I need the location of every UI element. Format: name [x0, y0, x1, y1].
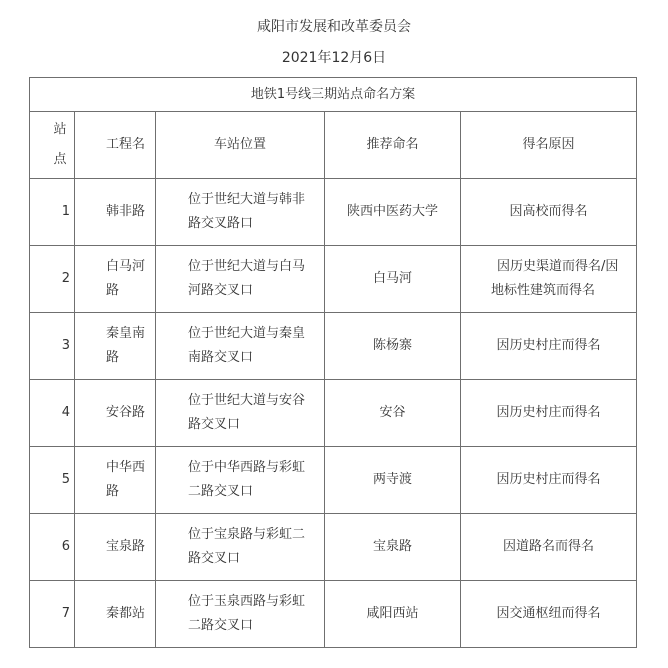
- cell-no: 6: [30, 514, 75, 581]
- cell-location: [156, 581, 325, 648]
- cell-location-line1: 位于中华西路与彩虹: [188, 460, 306, 475]
- table-row: [30, 313, 637, 380]
- cell-name-line2: 路: [106, 283, 120, 298]
- cell-recommended: 两寺渡: [325, 447, 461, 514]
- cell-recommended: 宝泉路: [325, 514, 461, 581]
- cell-location: [156, 447, 325, 514]
- table-row: [30, 514, 637, 581]
- cell-recommended: 陕西中医药大学: [325, 179, 461, 246]
- cell-location-line1: 位于宝泉路与彩虹二: [188, 527, 306, 542]
- cell-name: [75, 581, 156, 648]
- cell-recommended: 陈杨寨: [325, 313, 461, 380]
- table-row: [30, 581, 637, 648]
- cell-reason: 因道路名而得名: [461, 514, 637, 581]
- cell-no: 2: [30, 246, 75, 313]
- cell-recommended: 安谷: [325, 380, 461, 447]
- document-org-title: 咸阳市发展和改革委员会: [257, 19, 411, 35]
- cell-reason: 因历史村庄而得名: [461, 313, 637, 380]
- cell-no: 5: [30, 447, 75, 514]
- cell-reason: 因历史村庄而得名: [461, 380, 637, 447]
- cell-location: [156, 246, 325, 313]
- cell-location-line2: 二路交叉口: [188, 618, 254, 633]
- cell-name-line1: 秦都站: [106, 606, 146, 621]
- cell-no: 4: [30, 380, 75, 447]
- cell-reason: 因交通枢纽而得名: [461, 581, 637, 648]
- cell-name-line1: 韩非路: [106, 204, 146, 219]
- cell-location-line2: 路交叉口: [188, 551, 241, 566]
- cell-name: [75, 313, 156, 380]
- table-title: 地铁1号线三期站点命名方案: [30, 78, 637, 112]
- column-header-reason: 得名原因: [461, 112, 637, 179]
- cell-name-line1: 安谷路: [106, 405, 146, 420]
- cell-location-line2: 路交叉口: [188, 417, 241, 432]
- cell-location-line1: 位于玉泉西路与彩虹: [188, 594, 306, 609]
- cell-location: [156, 514, 325, 581]
- cell-location-line1: 位于世纪大道与安谷: [188, 393, 306, 408]
- cell-name-line1: 中华西: [106, 460, 146, 475]
- cell-name-line2: 路: [106, 350, 120, 365]
- cell-location-line2: 二路交叉口: [188, 484, 254, 499]
- cell-recommended: 咸阳西站: [325, 581, 461, 648]
- cell-name-line1: 白马河: [106, 259, 146, 274]
- cell-name: [75, 246, 156, 313]
- cell-reason: [461, 246, 637, 313]
- cell-name-line1: 秦皇南: [106, 326, 146, 341]
- cell-no: 1: [30, 179, 75, 246]
- cell-location-line2: 南路交叉口: [188, 350, 254, 365]
- column-header-no-line1: 站: [53, 122, 67, 137]
- cell-location-line1: 位于世纪大道与白马: [188, 259, 306, 274]
- cell-name: [75, 514, 156, 581]
- table-row: [30, 246, 637, 313]
- station-naming-table: [29, 77, 637, 648]
- cell-location-line2: 河路交叉口: [188, 283, 254, 298]
- table-row: [30, 179, 637, 246]
- cell-name-line2: 路: [106, 484, 120, 499]
- cell-location: [156, 380, 325, 447]
- column-header-no-line2: 点: [53, 152, 67, 167]
- document-date: 2021年12月6日: [281, 50, 387, 66]
- cell-location-line1: 位于世纪大道与秦皇: [188, 326, 306, 341]
- cell-reason: 因高校而得名: [461, 179, 637, 246]
- column-header-project-name: 工程名: [75, 112, 156, 179]
- cell-location: [156, 313, 325, 380]
- column-header-location: 车站位置: [156, 112, 325, 179]
- cell-reason-line1: 因历史渠道而得名/因: [497, 259, 619, 274]
- cell-location-line1: 位于世纪大道与韩非: [188, 192, 306, 207]
- cell-location: [156, 179, 325, 246]
- cell-no: 3: [30, 313, 75, 380]
- cell-location-line2: 路交叉路口: [188, 216, 254, 231]
- cell-name-line1: 宝泉路: [106, 539, 146, 554]
- cell-recommended: 白马河: [325, 246, 461, 313]
- cell-name: [75, 447, 156, 514]
- column-header-station-no: [30, 112, 75, 179]
- table-row: [30, 447, 637, 514]
- cell-name: [75, 179, 156, 246]
- table-header-row: [30, 112, 637, 179]
- table-row: [30, 380, 637, 447]
- cell-no: 7: [30, 581, 75, 648]
- column-header-recommended: 推荐命名: [325, 112, 461, 179]
- cell-reason-line2: 地标性建筑而得名: [491, 283, 596, 298]
- cell-reason: 因历史村庄而得名: [461, 447, 637, 514]
- cell-name: [75, 380, 156, 447]
